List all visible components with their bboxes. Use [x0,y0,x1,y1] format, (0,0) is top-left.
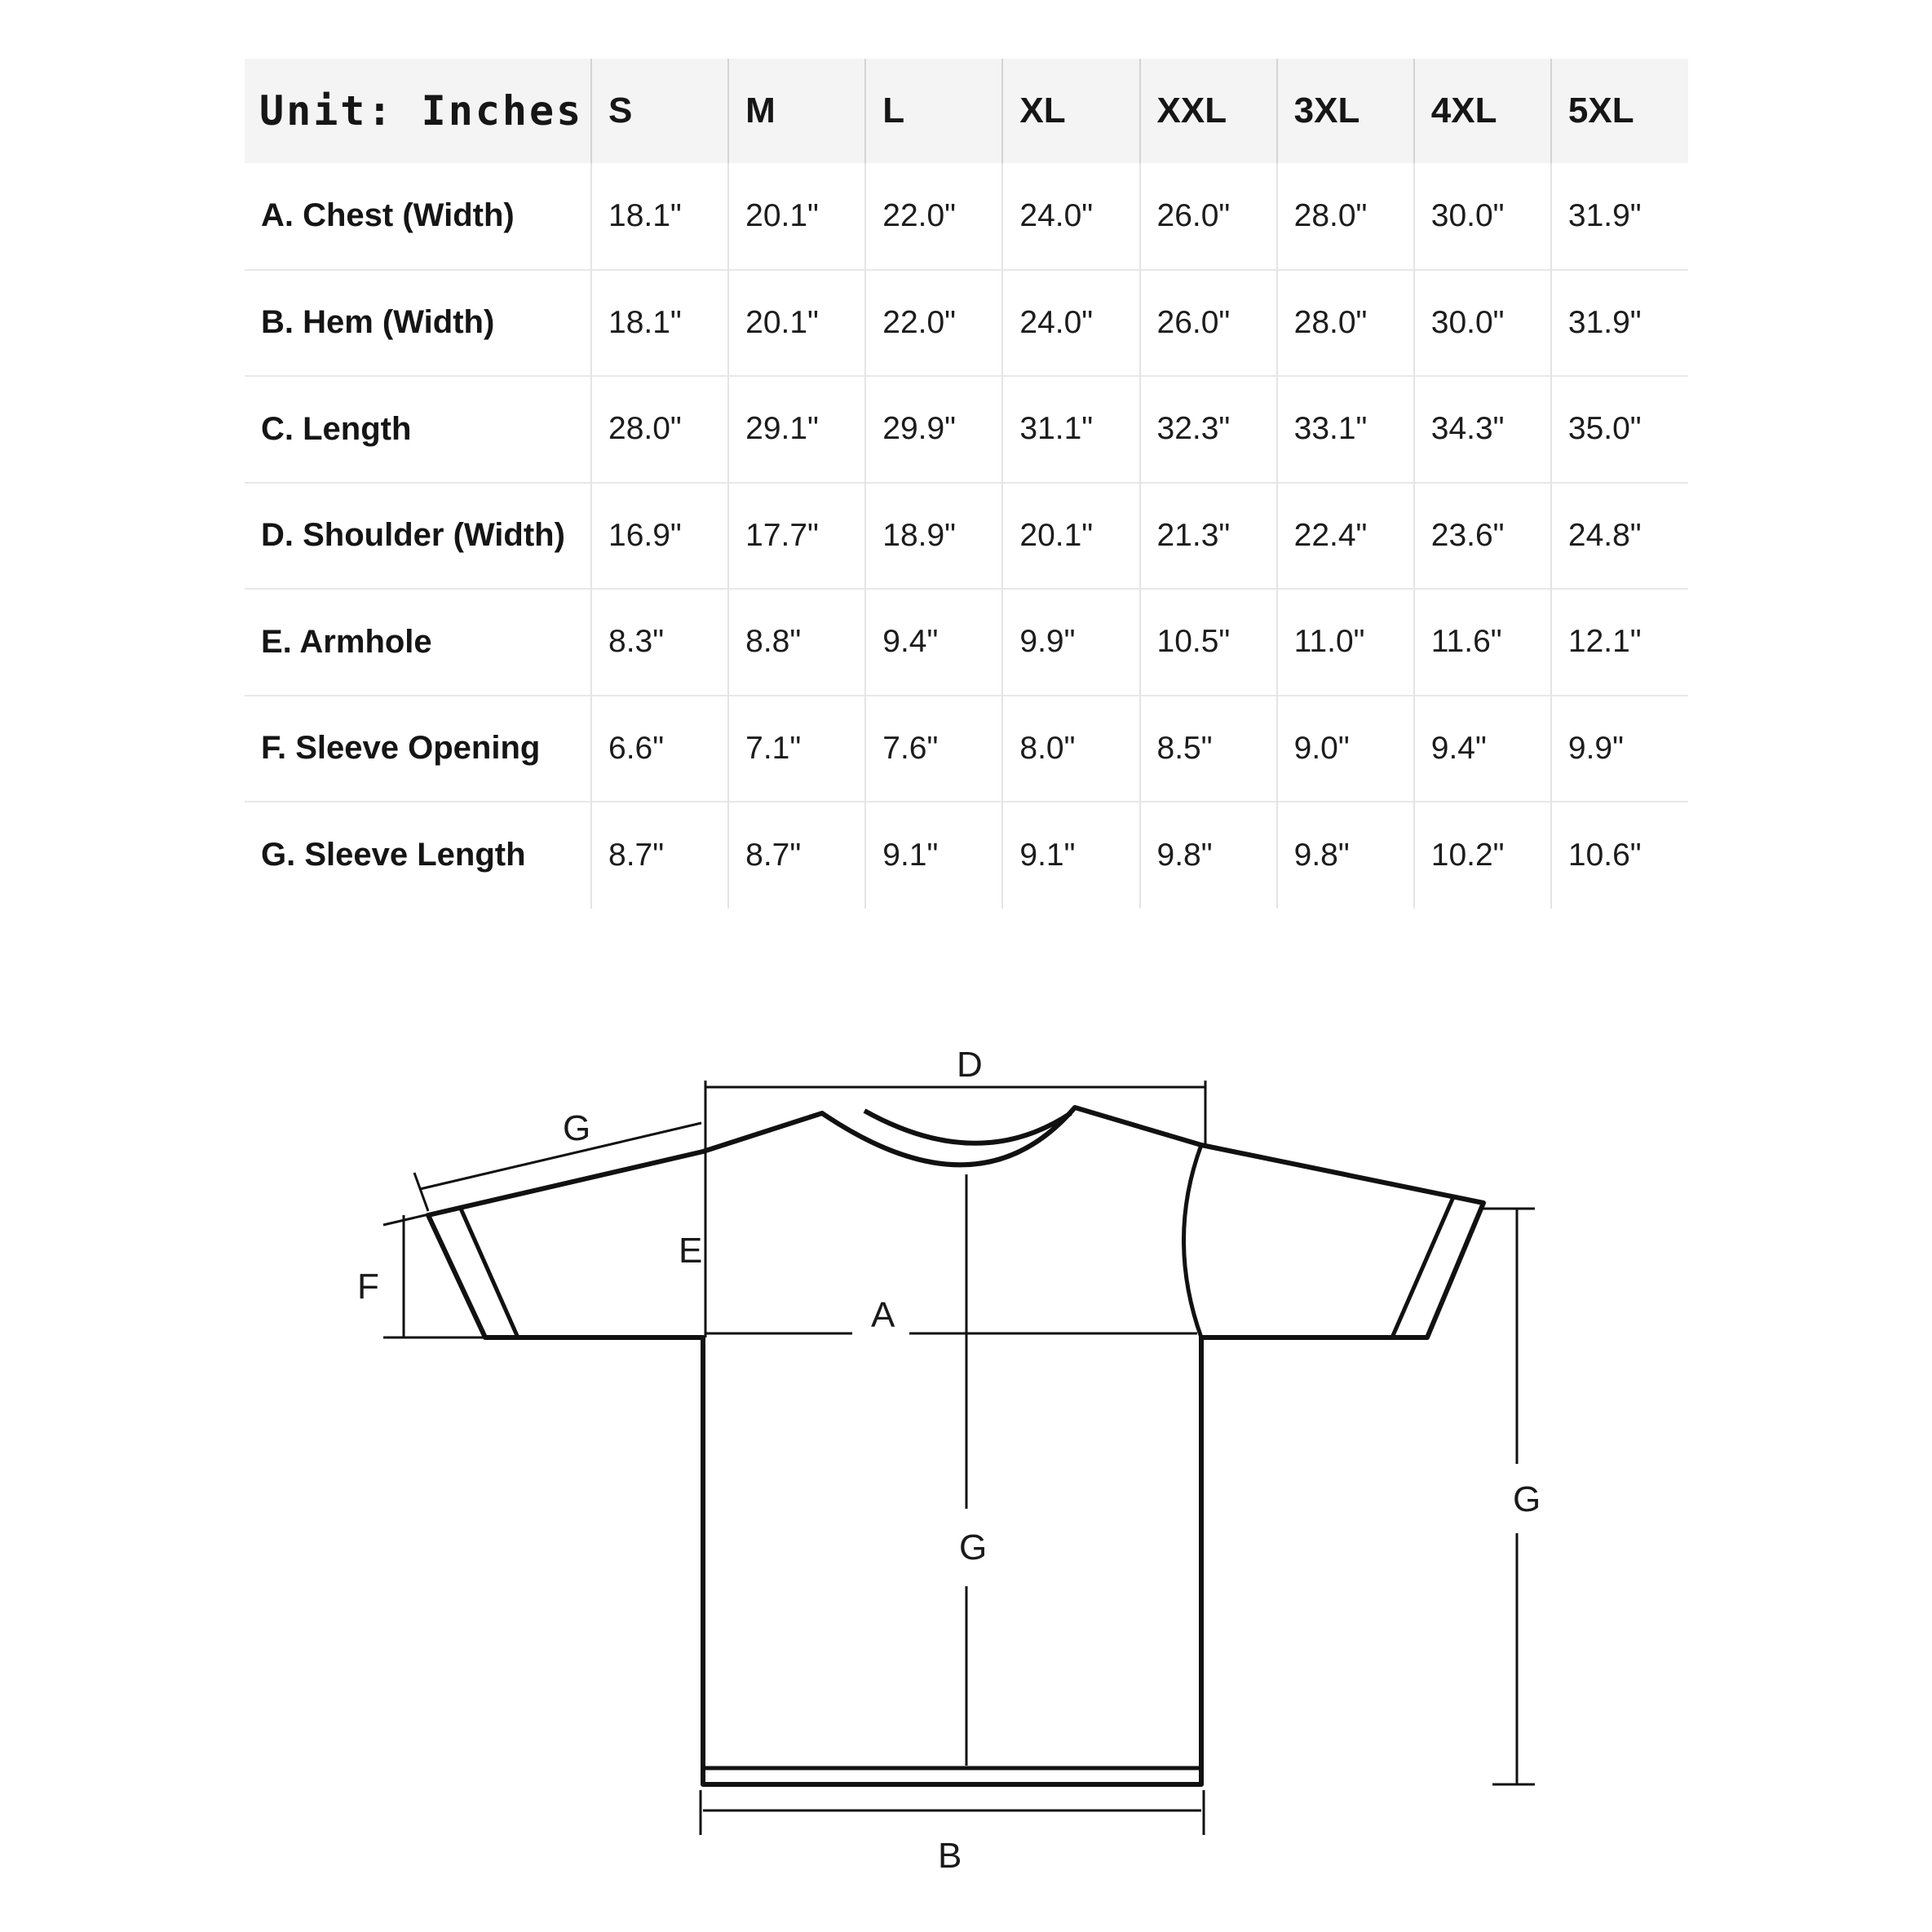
measurement-value: 9.9" [1551,696,1688,802]
dimension-d [705,1081,1205,1337]
measurement-value: 26.0" [1140,163,1277,270]
measurement-value: 29.1" [728,376,865,483]
measurement-value: 8.5" [1140,696,1277,802]
measurement-row [245,802,1688,909]
measurement-value: 31.1" [1002,376,1139,483]
measurement-value: 30.0" [1414,163,1551,270]
measurement-value: 26.0" [1140,270,1277,377]
measurement-value: 18.1" [591,270,728,377]
measurement-value: 12.1" [1551,589,1688,696]
tshirt-measurement-diagram [0,979,1932,1932]
tshirt-outline [428,1107,1483,1784]
armhole-seam [1184,1145,1202,1337]
measurement-value: 9.8" [1140,802,1277,909]
measurement-value: 8.0" [1002,696,1139,802]
measurement-value: 30.0" [1414,270,1551,377]
measurement-row [245,696,1688,802]
dimension-g-sleeve [414,1123,701,1211]
measurement-value: 16.9" [591,483,728,590]
measurement-rows [245,163,1688,909]
measurement-value: 7.1" [728,696,865,802]
size-header-row [245,59,1688,163]
measurement-value: 20.1" [1002,483,1139,590]
label-g-sleeve: G [563,1108,591,1148]
label-g-center: G [959,1527,988,1567]
label-d: D [957,1045,983,1085]
measurement-row [245,589,1688,696]
measurement-value: 32.3" [1140,376,1277,483]
measurement-value: 24.0" [1002,163,1139,270]
size-header-m: M [728,59,865,163]
measurement-value: 29.9" [865,376,1002,483]
measurement-value: 9.1" [865,802,1002,909]
measurement-value: 6.6" [591,696,728,802]
measurement-label: F. Sleeve Opening [245,696,591,802]
size-header-4xl: 4XL [1414,59,1551,163]
measurement-value: 8.7" [728,802,865,909]
measurement-value: 9.8" [1277,802,1414,909]
measurement-value: 7.6" [865,696,1002,802]
label-b: B [938,1836,962,1876]
size-header-xl: XL [1002,59,1139,163]
measurement-row [245,376,1688,483]
measurement-label: B. Hem (Width) [245,270,591,377]
unit-label: Unit: Inches [259,87,584,135]
measurement-value: 8.7" [591,802,728,909]
size-header-xxl: XXL [1140,59,1277,163]
measurement-value: 22.4" [1277,483,1414,590]
measurement-label: D. Shoulder (Width) [245,483,591,590]
measurement-value: 21.3" [1140,483,1277,590]
left-sleeve-cuff [461,1209,518,1337]
measurement-value: 20.1" [728,270,865,377]
measurement-row [245,163,1688,270]
measurement-value: 28.0" [1277,270,1414,377]
measurement-value: 23.6" [1414,483,1551,590]
dimension-b [701,1790,1204,1835]
measurement-value: 35.0" [1551,376,1688,483]
measurement-row [245,270,1688,377]
size-header-l: L [865,59,1002,163]
size-header-3xl: 3XL [1277,59,1414,163]
measurement-value: 10.5" [1140,589,1277,696]
measurement-value: 33.1" [1277,376,1414,483]
measurement-value: 9.9" [1002,589,1139,696]
measurement-value: 11.6" [1414,589,1551,696]
measurement-value: 18.1" [591,163,728,270]
measurement-value: 8.8" [728,589,865,696]
measurement-value: 10.6" [1551,802,1688,909]
measurement-value: 9.4" [865,589,1002,696]
measurement-value: 20.1" [728,163,865,270]
measurement-value: 18.9" [865,483,1002,590]
measurement-value: 28.0" [1277,163,1414,270]
measurement-value: 22.0" [865,163,1002,270]
label-f: F [357,1267,379,1306]
label-e: E [679,1231,703,1271]
label-a: A [871,1295,895,1335]
size-header-s: S [591,59,728,163]
measurement-label: A. Chest (Width) [261,197,515,234]
measurement-value: 28.0" [591,376,728,483]
size-chart-table [245,59,1688,909]
measurement-label: E. Armhole [245,589,591,696]
measurement-label: C. Length [245,376,591,483]
measurement-row [245,483,1688,590]
measurement-value: 9.0" [1277,696,1414,802]
measurement-value: 10.2" [1414,802,1551,909]
measurement-value: 17.7" [728,483,865,590]
measurement-value: 31.9" [1551,163,1688,270]
measurement-value: 31.9" [1551,270,1688,377]
measurement-value: 11.0" [1277,589,1414,696]
measurement-label: G. Sleeve Length [245,802,591,909]
measurement-value: 9.4" [1414,696,1551,802]
size-header-5xl: 5XL [1551,59,1688,163]
measurement-value: 24.8" [1551,483,1688,590]
measurement-value: 9.1" [1002,802,1139,909]
measurement-value: 8.3" [591,589,728,696]
measurement-value: 34.3" [1414,376,1551,483]
label-g-right: G [1513,1479,1541,1519]
right-sleeve-cuff [1392,1197,1453,1337]
measurement-value: 24.0" [1002,270,1139,377]
measurement-value: 22.0" [865,270,1002,377]
